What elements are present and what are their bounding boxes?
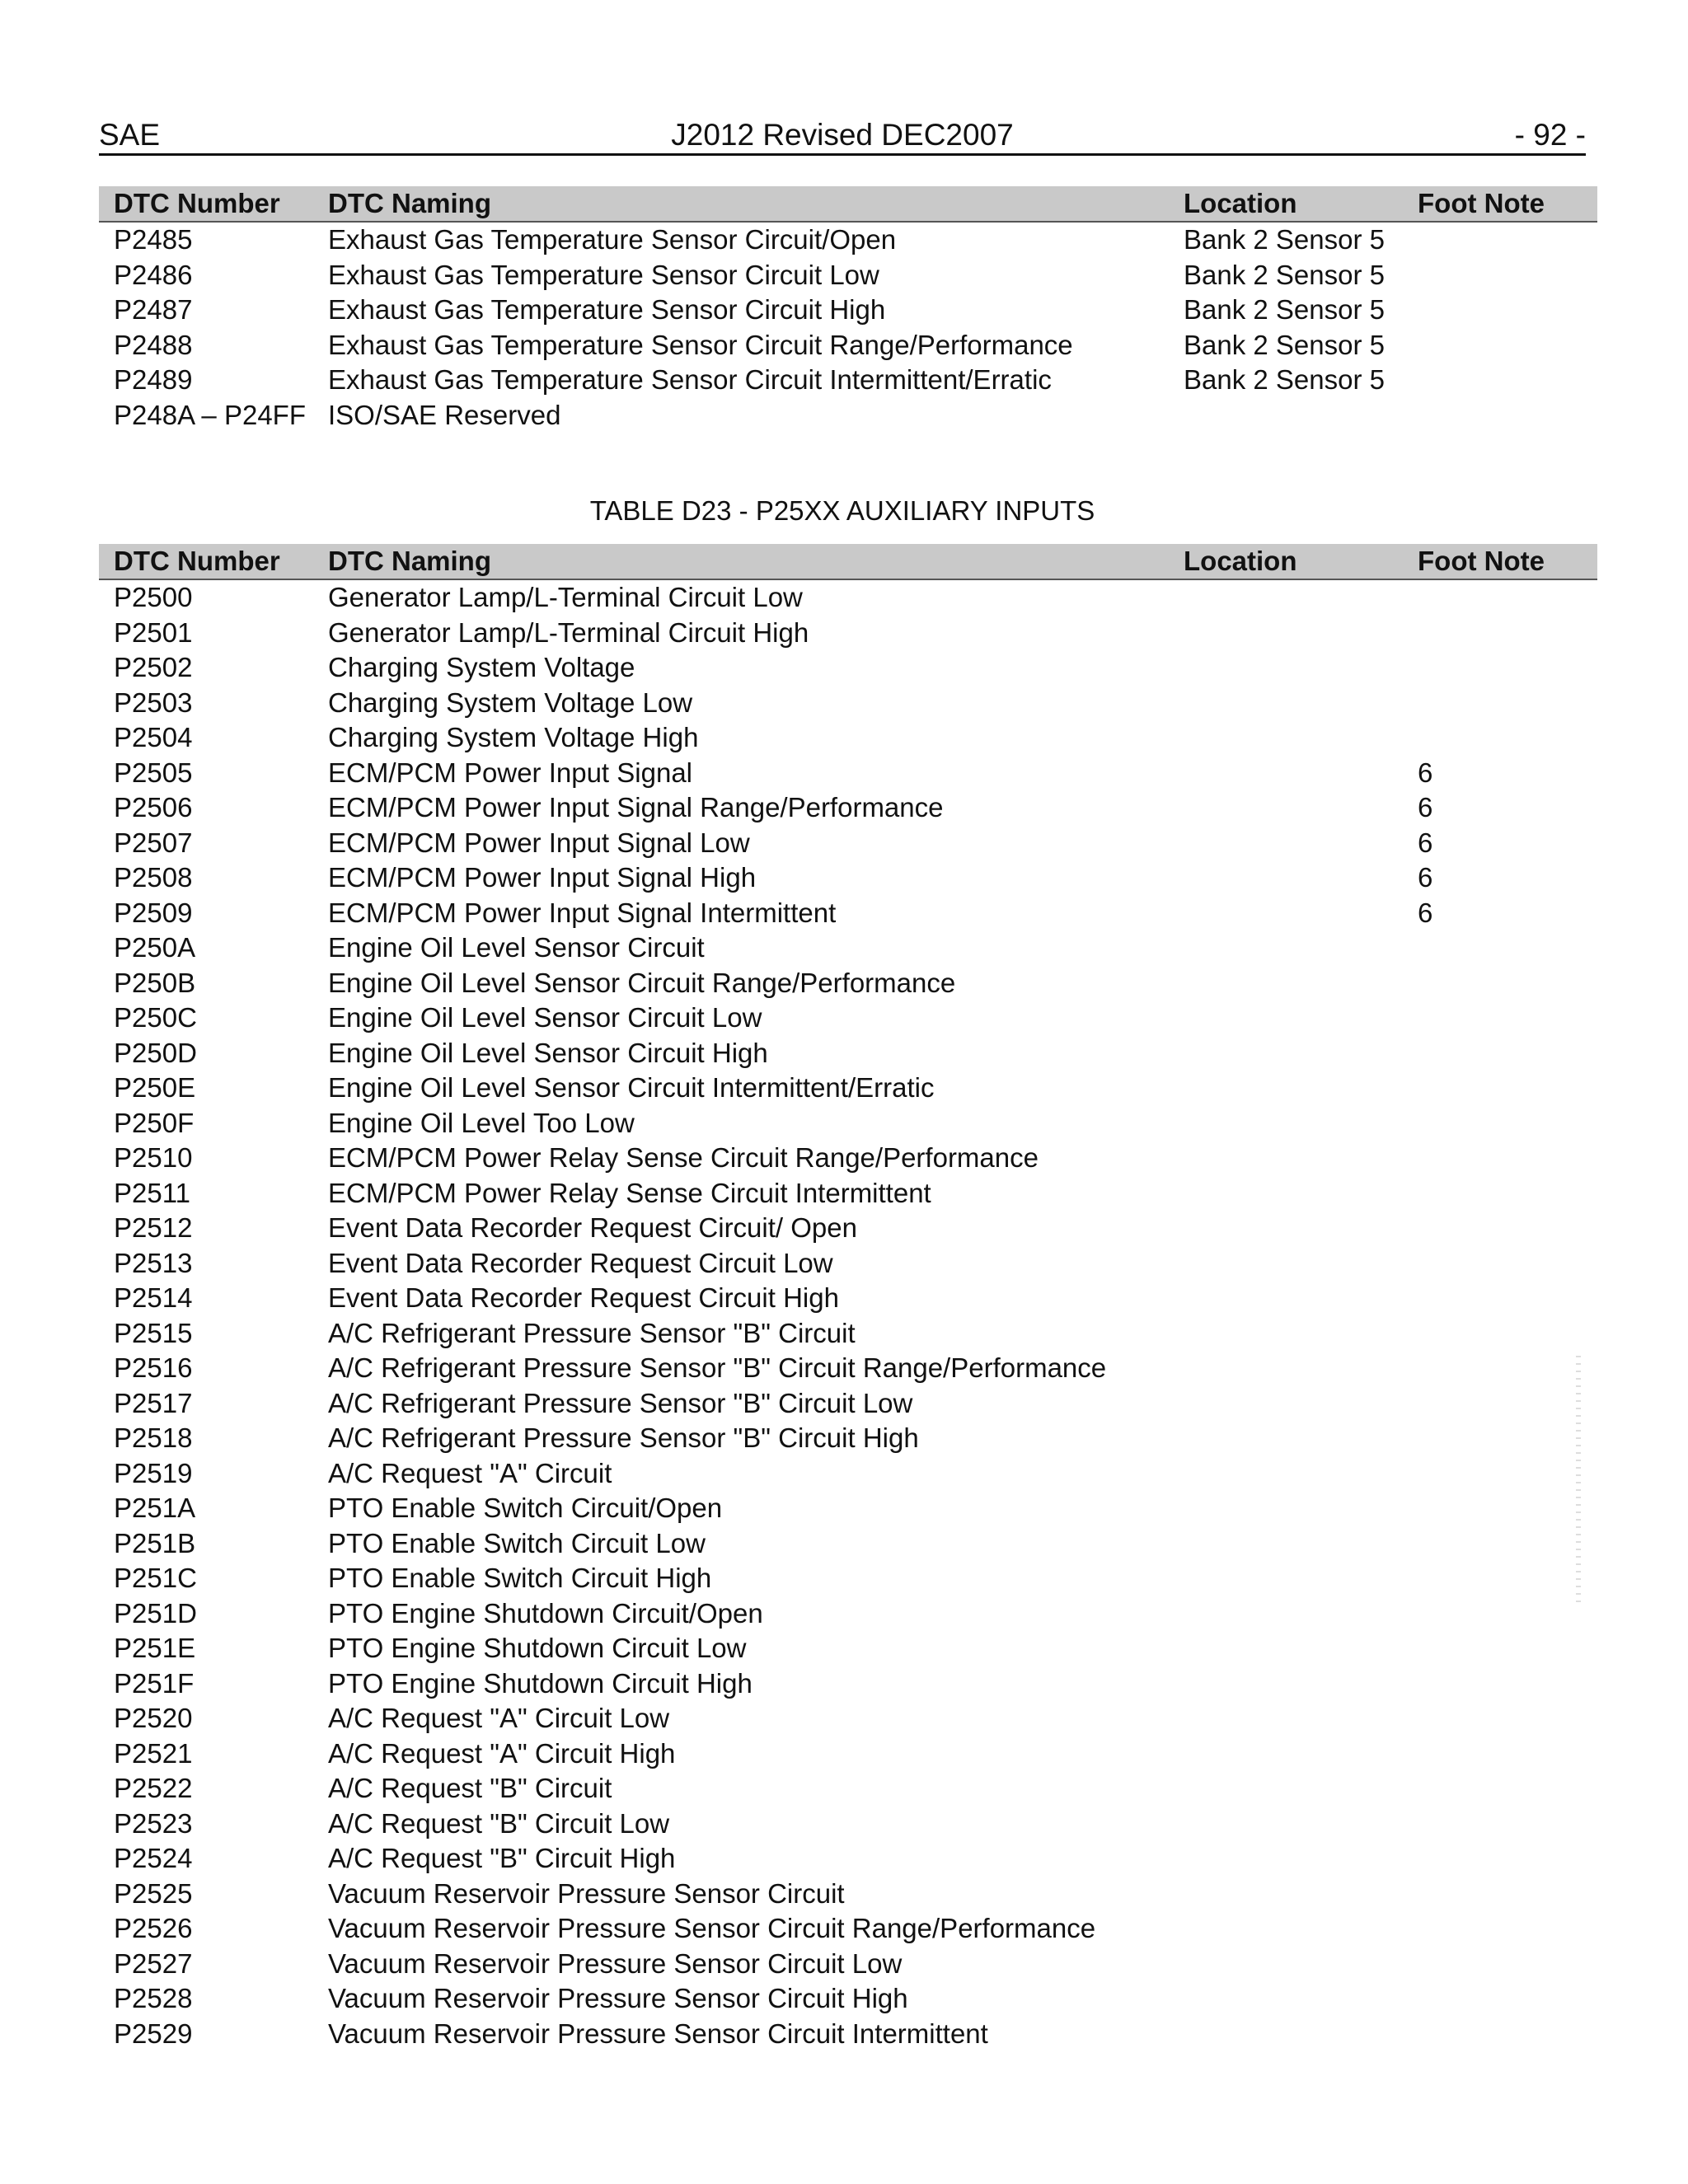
col-header-dtc-number: DTC Number (99, 186, 328, 222)
dtc-footnote-cell (1418, 1211, 1597, 1246)
table-row (99, 930, 1597, 966)
dtc-code-cell: P250B (114, 967, 196, 998)
dtc-code-cell: P2521 (114, 1737, 193, 1769)
dtc-code-cell: P2488 (114, 329, 193, 360)
table-row (99, 1771, 1597, 1807)
dtc-location-cell (1184, 966, 1418, 1001)
dtc-footnote-cell (1418, 1877, 1597, 1912)
dtc-name-cell: ECM/PCM Power Input Signal Range/Performance (328, 792, 944, 823)
dtc-location-cell: Bank 2 Sensor 5 (1184, 224, 1385, 255)
table-row (99, 579, 1597, 616)
dtc-code-cell: P2529 (114, 2018, 193, 2049)
dtc-footnote-cell (1418, 1351, 1597, 1386)
dtc-footnote-cell (1418, 1911, 1597, 1947)
dtc-code-cell: P2502 (114, 652, 193, 683)
col-header-location: Location (1184, 186, 1418, 222)
dtc-name-cell: Engine Oil Level Sensor Circuit (328, 932, 705, 963)
dtc-footnote-cell (1418, 1071, 1597, 1106)
dtc-name-cell: A/C Refrigerant Pressure Sensor "B" Circuit Low (328, 1387, 913, 1418)
table-row (99, 896, 1597, 931)
dtc-location-cell (1184, 1771, 1418, 1807)
dtc-code-cell: P250A (114, 932, 196, 963)
dtc-name-cell: ECM/PCM Power Input Signal Low (328, 827, 750, 858)
dtc-location-cell (1184, 1947, 1418, 1982)
dtc-footnote-cell (1418, 1246, 1597, 1282)
dtc-location-cell (1184, 1807, 1418, 1842)
dtc-code-cell: P2524 (114, 1843, 193, 1874)
dtc-location-cell (1184, 826, 1418, 861)
dtc-location-cell (1184, 650, 1418, 686)
table-row (99, 756, 1597, 791)
table-row (99, 328, 1597, 363)
table-row (99, 2017, 1597, 2052)
dtc-footnote-cell (1418, 1141, 1597, 1176)
dtc-code-cell: P2501 (114, 616, 193, 648)
dtc-location-cell (1184, 398, 1418, 434)
dtc-name-cell: A/C Refrigerant Pressure Sensor "B" Circuit High (328, 1422, 919, 1454)
dtc-location-cell (1184, 720, 1418, 756)
table-row (99, 966, 1597, 1001)
dtc-footnote-cell (1418, 1106, 1597, 1141)
dtc-name-cell: Event Data Recorder Request Circuit/ Open (328, 1212, 857, 1244)
dtc-location-cell (1184, 1316, 1418, 1352)
dtc-footnote-cell (1418, 1947, 1597, 1982)
dtc-code-cell: P251E (114, 1633, 196, 1664)
table-row (99, 1841, 1597, 1877)
table-row (99, 1106, 1597, 1141)
dtc-code-cell: P2509 (114, 897, 193, 928)
table-row (99, 1947, 1597, 1982)
dtc-name-cell: Engine Oil Level Sensor Circuit Low (328, 1002, 762, 1033)
table-row (99, 1456, 1597, 1492)
dtc-location-cell (1184, 1981, 1418, 2017)
table-row (99, 222, 1597, 258)
table-row (99, 1736, 1597, 1772)
dtc-footnote-cell (1418, 1281, 1597, 1316)
table-row (99, 1211, 1597, 1246)
dtc-footnote-cell (1418, 1666, 1597, 1702)
dtc-location-cell (1184, 1841, 1418, 1877)
dtc-location-cell (1184, 1526, 1418, 1562)
dtc-code-cell: P251A (114, 1493, 196, 1524)
dtc-location-cell (1184, 579, 1418, 616)
header-page-number: - 92 - (1514, 118, 1586, 152)
dtc-footnote-cell: 6 (1418, 757, 1433, 788)
dtc-name-cell: Generator Lamp/L-Terminal Circuit High (328, 616, 809, 648)
dtc-name-cell: Exhaust Gas Temperature Sensor Circuit Intermittent/Erratic (328, 364, 1052, 396)
table-row (99, 1036, 1597, 1071)
dtc-code-cell: P2506 (114, 792, 193, 823)
table-row (99, 398, 1597, 434)
dtc-name-cell: Vacuum Reservoir Pressure Sensor Circuit (328, 1877, 845, 1909)
table-row (99, 1526, 1597, 1562)
table-row (99, 686, 1597, 721)
dtc-footnote-cell (1418, 1526, 1597, 1562)
dtc-location-cell (1184, 686, 1418, 721)
header-org: SAE (99, 118, 161, 152)
dtc-name-cell: Exhaust Gas Temperature Sensor Circuit/Open (328, 224, 897, 255)
dtc-footnote-cell (1418, 1771, 1597, 1807)
dtc-footnote-cell (1418, 686, 1597, 721)
table-row (99, 616, 1597, 651)
dtc-name-cell: PTO Engine Shutdown Circuit/Open (328, 1597, 763, 1629)
dtc-location-cell (1184, 1421, 1418, 1456)
col-header-foot-note: Foot Note (1418, 544, 1597, 579)
dtc-name-cell: Vacuum Reservoir Pressure Sensor Circuit Range/Performance (328, 1913, 1096, 1944)
dtc-name-cell: Engine Oil Level Sensor Circuit Range/Performance (328, 967, 956, 998)
table-row (99, 826, 1597, 861)
dtc-name-cell: ECM/PCM Power Relay Sense Circuit Intermittent (328, 1177, 931, 1208)
dtc-name-cell: Charging System Voltage High (328, 722, 699, 753)
dtc-location-cell (1184, 1001, 1418, 1036)
dtc-name-cell: Engine Oil Level Sensor Circuit Intermittent/Erratic (328, 1072, 935, 1104)
dtc-footnote-cell (1418, 1456, 1597, 1492)
scan-artifact (1576, 1356, 1581, 1603)
dtc-footnote-cell (1418, 1631, 1597, 1666)
table-row (99, 1316, 1597, 1352)
dtc-code-cell: P2525 (114, 1877, 193, 1909)
dtc-name-cell: Charging System Voltage (328, 652, 635, 683)
dtc-code-cell: P2514 (114, 1282, 193, 1314)
dtc-location-cell (1184, 1386, 1418, 1422)
dtc-name-cell: ECM/PCM Power Relay Sense Circuit Range/Performance (328, 1142, 1039, 1174)
dtc-footnote-cell (1418, 930, 1597, 966)
dtc-name-cell: Vacuum Reservoir Pressure Sensor Circuit High (328, 1983, 908, 2014)
dtc-footnote-cell (1418, 1981, 1597, 2017)
table-row (99, 1351, 1597, 1386)
dtc-footnote-cell (1418, 1176, 1597, 1212)
dtc-location-cell (1184, 1351, 1418, 1386)
dtc-code-cell: P250C (114, 1002, 197, 1033)
table-row (99, 1561, 1597, 1596)
col-header-dtc-naming: DTC Naming (328, 186, 1184, 222)
dtc-name-cell: A/C Refrigerant Pressure Sensor "B" Circuit (328, 1317, 856, 1348)
dtc-footnote-cell (1418, 1841, 1597, 1877)
table-row (99, 1981, 1597, 2017)
dtc-location-cell (1184, 1246, 1418, 1282)
dtc-location-cell (1184, 1491, 1418, 1526)
dtc-location-cell (1184, 616, 1418, 651)
dtc-name-cell: PTO Enable Switch Circuit Low (328, 1527, 706, 1558)
dtc-location-cell: Bank 2 Sensor 5 (1184, 294, 1385, 326)
dtc-code-cell: P2500 (114, 582, 193, 613)
dtc-location-cell (1184, 1106, 1418, 1141)
dtc-footnote-cell: 6 (1418, 897, 1433, 928)
dtc-location-cell (1184, 1631, 1418, 1666)
dtc-code-cell: P250F (114, 1107, 195, 1138)
dtc-code-cell: P2528 (114, 1983, 193, 2014)
dtc-code-cell: P2508 (114, 862, 193, 893)
dtc-footnote-cell (1418, 222, 1597, 258)
dtc-name-cell: PTO Enable Switch Circuit High (328, 1563, 712, 1594)
dtc-code-cell: P2526 (114, 1913, 193, 1944)
dtc-name-cell: A/C Refrigerant Pressure Sensor "B" Circuit Range/Performance (328, 1352, 1107, 1384)
dtc-code-cell: P2523 (114, 1807, 193, 1839)
dtc-footnote-cell: 6 (1418, 827, 1433, 858)
dtc-code-cell: P2485 (114, 224, 193, 255)
dtc-code-cell: P2505 (114, 757, 193, 788)
dtc-name-cell: Engine Oil Level Sensor Circuit High (328, 1037, 768, 1068)
dtc-code-cell: P2511 (114, 1177, 190, 1208)
table-row (99, 860, 1597, 896)
table-header-row (99, 544, 1597, 579)
dtc-footnote-cell (1418, 616, 1597, 651)
table-row (99, 1421, 1597, 1456)
dtc-name-cell: PTO Enable Switch Circuit/Open (328, 1493, 723, 1524)
dtc-code-cell: P2519 (114, 1457, 193, 1488)
dtc-code-cell: P2516 (114, 1352, 193, 1384)
col-header-foot-note: Foot Note (1418, 186, 1597, 222)
dtc-code-cell: P251B (114, 1527, 196, 1558)
dtc-footnote-cell (1418, 1491, 1597, 1526)
dtc-name-cell: Exhaust Gas Temperature Sensor Circuit Low (328, 259, 879, 290)
table-row (99, 293, 1597, 328)
dtc-footnote-cell: 6 (1418, 792, 1433, 823)
dtc-location-cell (1184, 1036, 1418, 1071)
dtc-footnote-cell (1418, 1001, 1597, 1036)
dtc-footnote-cell (1418, 966, 1597, 1001)
dtc-footnote-cell (1418, 363, 1597, 398)
dtc-code-cell: P2527 (114, 1947, 193, 1979)
dtc-footnote-cell (1418, 2017, 1597, 2052)
table-row (99, 1491, 1597, 1526)
col-header-dtc-number: DTC Number (99, 544, 328, 579)
dtc-code-cell: P2487 (114, 294, 193, 326)
dtc-location-cell (1184, 1211, 1418, 1246)
dtc-name-cell: ECM/PCM Power Input Signal High (328, 862, 757, 893)
dtc-footnote-cell (1418, 720, 1597, 756)
dtc-code-cell: P251D (114, 1597, 197, 1629)
dtc-code-cell: P2522 (114, 1773, 193, 1804)
table-row (99, 1631, 1597, 1666)
dtc-footnote-cell (1418, 258, 1597, 293)
dtc-name-cell: A/C Request "A" Circuit Low (328, 1703, 670, 1734)
table-row (99, 1701, 1597, 1736)
table-row (99, 1596, 1597, 1632)
table-row (99, 363, 1597, 398)
dtc-name-cell: Generator Lamp/L-Terminal Circuit Low (328, 582, 803, 613)
dtc-code-cell: P2512 (114, 1212, 193, 1244)
table-row (99, 1386, 1597, 1422)
dtc-name-cell: ECM/PCM Power Input Signal (328, 757, 693, 788)
dtc-footnote-cell (1418, 328, 1597, 363)
dtc-footnote-cell (1418, 1386, 1597, 1422)
dtc-code-cell: P2489 (114, 364, 193, 396)
table-row (99, 1877, 1597, 1912)
dtc-name-cell: A/C Request "B" Circuit High (328, 1843, 676, 1874)
dtc-code-cell: P2520 (114, 1703, 193, 1734)
dtc-location-cell (1184, 1456, 1418, 1492)
dtc-name-cell: Engine Oil Level Too Low (328, 1107, 635, 1138)
dtc-name-cell: Event Data Recorder Request Circuit Low (328, 1247, 833, 1278)
dtc-footnote-cell (1418, 1316, 1597, 1352)
table-row (99, 1281, 1597, 1316)
dtc-footnote-cell (1418, 293, 1597, 328)
dtc-location-cell (1184, 790, 1418, 826)
table-row (99, 258, 1597, 293)
dtc-location-cell (1184, 1176, 1418, 1212)
dtc-footnote-cell (1418, 1736, 1597, 1772)
dtc-name-cell: A/C Request "B" Circuit (328, 1773, 612, 1804)
table-row (99, 1141, 1597, 1176)
col-header-dtc-naming: DTC Naming (328, 544, 1184, 579)
header-document-id: J2012 Revised DEC2007 (671, 118, 1014, 152)
dtc-code-cell: P2507 (114, 827, 193, 858)
dtc-footnote-cell (1418, 579, 1597, 616)
dtc-location-cell: Bank 2 Sensor 5 (1184, 259, 1385, 290)
dtc-name-cell: A/C Request "B" Circuit Low (328, 1807, 670, 1839)
dtc-name-cell: PTO Engine Shutdown Circuit Low (328, 1633, 747, 1664)
dtc-location-cell: Bank 2 Sensor 5 (1184, 329, 1385, 360)
dtc-name-cell: ISO/SAE Reserved (328, 399, 561, 430)
dtc-location-cell (1184, 1666, 1418, 1702)
dtc-code-cell: P250E (114, 1072, 196, 1104)
dtc-name-cell: Charging System Voltage Low (328, 687, 693, 718)
dtc-footnote-cell (1418, 1596, 1597, 1632)
page-header (99, 117, 1586, 156)
dtc-name-cell: Event Data Recorder Request Circuit High (328, 1282, 839, 1314)
dtc-footnote-cell (1418, 650, 1597, 686)
dtc-location-cell (1184, 1701, 1418, 1736)
dtc-code-cell: P2504 (114, 722, 193, 753)
dtc-code-cell: P251C (114, 1563, 197, 1594)
dtc-location-cell (1184, 930, 1418, 966)
dtc-footnote-cell (1418, 1807, 1597, 1842)
dtc-footnote-cell: 6 (1418, 862, 1433, 893)
dtc-location-cell (1184, 756, 1418, 791)
dtc-code-cell: P251F (114, 1667, 195, 1699)
dtc-footnote-cell (1418, 1561, 1597, 1596)
dtc-name-cell: Exhaust Gas Temperature Sensor Circuit Range/Performance (328, 329, 1073, 360)
table-body (99, 579, 1597, 2051)
col-header-location: Location (1184, 544, 1418, 579)
dtc-location-cell: Bank 2 Sensor 5 (1184, 364, 1385, 396)
table-row (99, 1246, 1597, 1282)
dtc-footnote-cell (1418, 1421, 1597, 1456)
dtc-footnote-cell (1418, 1036, 1597, 1071)
dtc-code-cell: P2503 (114, 687, 193, 718)
dtc-code-cell: P2510 (114, 1142, 193, 1174)
dtc-code-cell: P2517 (114, 1387, 193, 1418)
dtc-location-cell (1184, 860, 1418, 896)
dtc-name-cell: ECM/PCM Power Input Signal Intermittent (328, 897, 837, 928)
table-header-row (99, 186, 1597, 222)
dtc-location-cell (1184, 1911, 1418, 1947)
dtc-location-cell (1184, 1141, 1418, 1176)
table-row (99, 1807, 1597, 1842)
dtc-location-cell (1184, 1596, 1418, 1632)
table-row (99, 790, 1597, 826)
dtc-location-cell (1184, 1877, 1418, 1912)
table-row (99, 1911, 1597, 1947)
dtc-code-cell: P2486 (114, 259, 193, 290)
dtc-location-cell (1184, 1071, 1418, 1106)
table-row (99, 1666, 1597, 1702)
dtc-code-cell: P2518 (114, 1422, 193, 1454)
dtc-footnote-cell (1418, 398, 1597, 434)
table-row (99, 650, 1597, 686)
dtc-name-cell: A/C Request "A" Circuit (328, 1457, 612, 1488)
table-row (99, 1176, 1597, 1212)
dtc-location-cell (1184, 896, 1418, 931)
dtc-name-cell: Vacuum Reservoir Pressure Sensor Circuit Low (328, 1947, 903, 1979)
dtc-name-cell: PTO Engine Shutdown Circuit High (328, 1667, 753, 1699)
dtc-location-cell (1184, 2017, 1418, 2052)
dtc-code-cell: P250D (114, 1037, 197, 1068)
table-row (99, 1071, 1597, 1106)
table-row (99, 1001, 1597, 1036)
dtc-name-cell: A/C Request "A" Circuit High (328, 1737, 676, 1769)
dtc-code-cell: P2513 (114, 1247, 193, 1278)
dtc-code-cell: P248A – P24FF (114, 399, 306, 430)
dtc-table-continued (99, 186, 1597, 433)
dtc-footnote-cell (1418, 1701, 1597, 1736)
table-body (99, 222, 1597, 433)
dtc-name-cell: Exhaust Gas Temperature Sensor Circuit High (328, 294, 886, 326)
table-row (99, 720, 1597, 756)
dtc-code-cell: P2515 (114, 1317, 193, 1348)
dtc-location-cell (1184, 1561, 1418, 1596)
dtc-location-cell (1184, 1736, 1418, 1772)
table-caption: TABLE D23 - P25XX AUXILIARY INPUTS (589, 495, 1095, 526)
dtc-name-cell: Vacuum Reservoir Pressure Sensor Circuit Intermittent (328, 2018, 988, 2049)
dtc-location-cell (1184, 1281, 1418, 1316)
dtc-table-d23 (99, 544, 1597, 2051)
